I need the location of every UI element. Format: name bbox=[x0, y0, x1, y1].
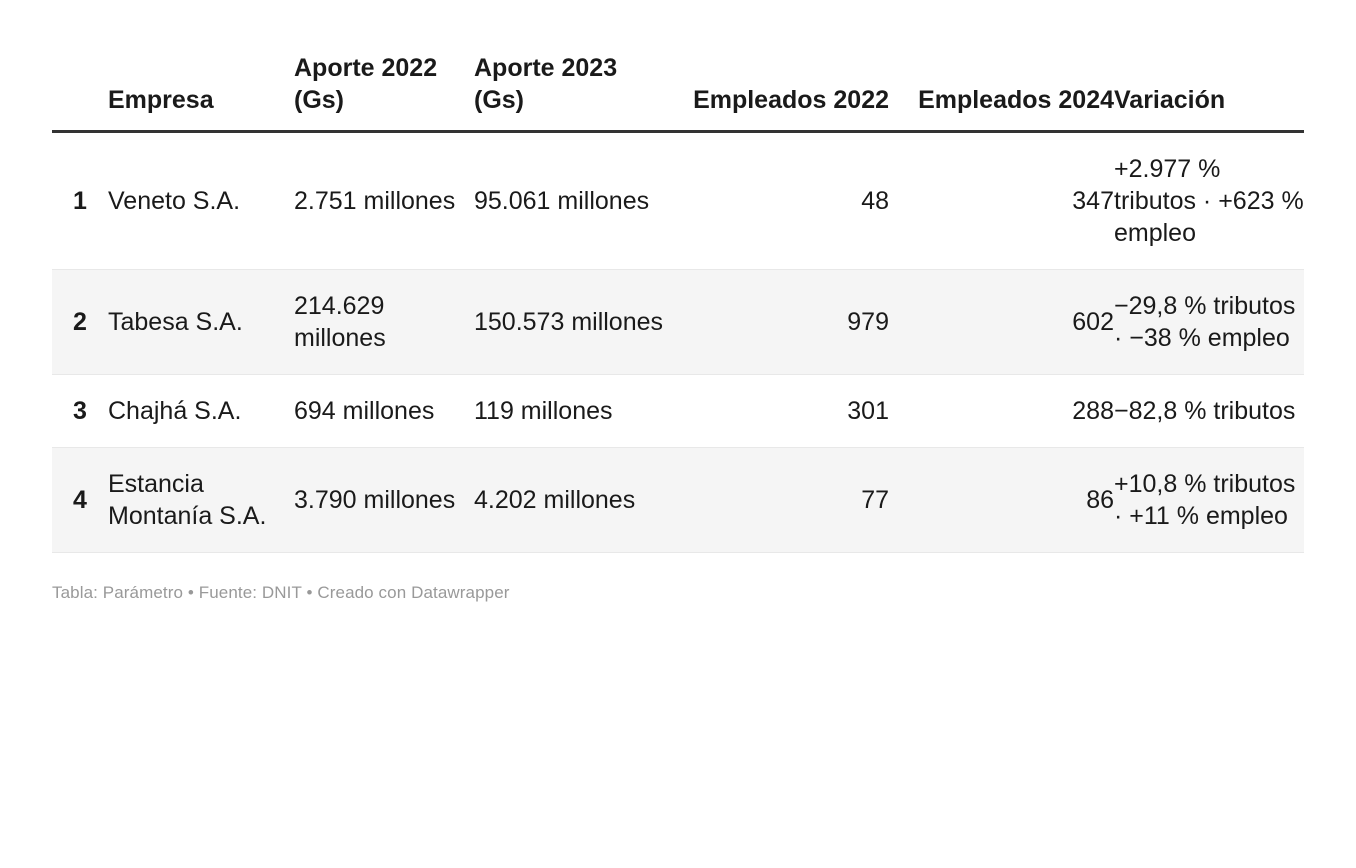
cell-rank: 1 bbox=[52, 132, 108, 270]
column-header-aporte-2023: Aporte 2023 (Gs) bbox=[474, 52, 664, 132]
cell-empleados-2022: 301 bbox=[664, 375, 889, 448]
table-row bbox=[52, 375, 1304, 448]
cell-empleados-2024: 288 bbox=[889, 375, 1114, 448]
cell-variacion: +10,8 % tributos · +11 % empleo bbox=[1114, 448, 1304, 553]
cell-rank: 2 bbox=[52, 270, 108, 375]
column-header-empresa: Empresa bbox=[108, 52, 294, 132]
column-header-empleados-2024: Empleados 2024 bbox=[889, 52, 1114, 132]
cell-aporte-2022: 214.629 millones bbox=[294, 270, 474, 375]
cell-variacion: −82,8 % tributos bbox=[1114, 375, 1304, 448]
column-header-variacion: Variación bbox=[1114, 52, 1304, 132]
table-body bbox=[52, 132, 1304, 553]
column-header-aporte-2022: Aporte 2022 (Gs) bbox=[294, 52, 474, 132]
cell-empleados-2022: 979 bbox=[664, 270, 889, 375]
cell-variacion: −29,8 % tributos · −38 % empleo bbox=[1114, 270, 1304, 375]
column-header-empleados-2022: Empleados 2022 bbox=[664, 52, 889, 132]
cell-aporte-2022: 3.790 millones bbox=[294, 448, 474, 553]
cell-empleados-2022: 77 bbox=[664, 448, 889, 553]
chart-credit: Tabla: Parámetro • Fuente: DNIT • Creado con Datawrapper bbox=[52, 583, 510, 602]
cell-empresa: Chajhá S.A. bbox=[108, 375, 294, 448]
table-header-row bbox=[52, 52, 1304, 132]
cell-rank: 3 bbox=[52, 375, 108, 448]
cell-empleados-2024: 86 bbox=[889, 448, 1114, 553]
cell-empresa: Veneto S.A. bbox=[108, 132, 294, 270]
cell-empresa: Tabesa S.A. bbox=[108, 270, 294, 375]
column-header-rank bbox=[52, 52, 108, 132]
table-row bbox=[52, 448, 1304, 553]
cell-aporte-2023: 4.202 millones bbox=[474, 448, 664, 553]
cell-empresa: Estancia Montanía S.A. bbox=[108, 448, 294, 553]
cell-rank: 4 bbox=[52, 448, 108, 553]
cell-aporte-2022: 694 millones bbox=[294, 375, 474, 448]
cell-aporte-2023: 95.061 millones bbox=[474, 132, 664, 270]
data-table bbox=[52, 52, 1304, 553]
cell-aporte-2023: 150.573 millones bbox=[474, 270, 664, 375]
table-row bbox=[52, 270, 1304, 375]
cell-variacion: +2.977 % tributos · +623 % empleo bbox=[1114, 132, 1304, 270]
table-header bbox=[52, 52, 1304, 132]
cell-aporte-2023: 119 millones bbox=[474, 375, 664, 448]
cell-aporte-2022: 2.751 millones bbox=[294, 132, 474, 270]
cell-empleados-2024: 602 bbox=[889, 270, 1114, 375]
table-row bbox=[52, 132, 1304, 270]
cell-empleados-2022: 48 bbox=[664, 132, 889, 270]
cell-empleados-2024: 347 bbox=[889, 132, 1114, 270]
